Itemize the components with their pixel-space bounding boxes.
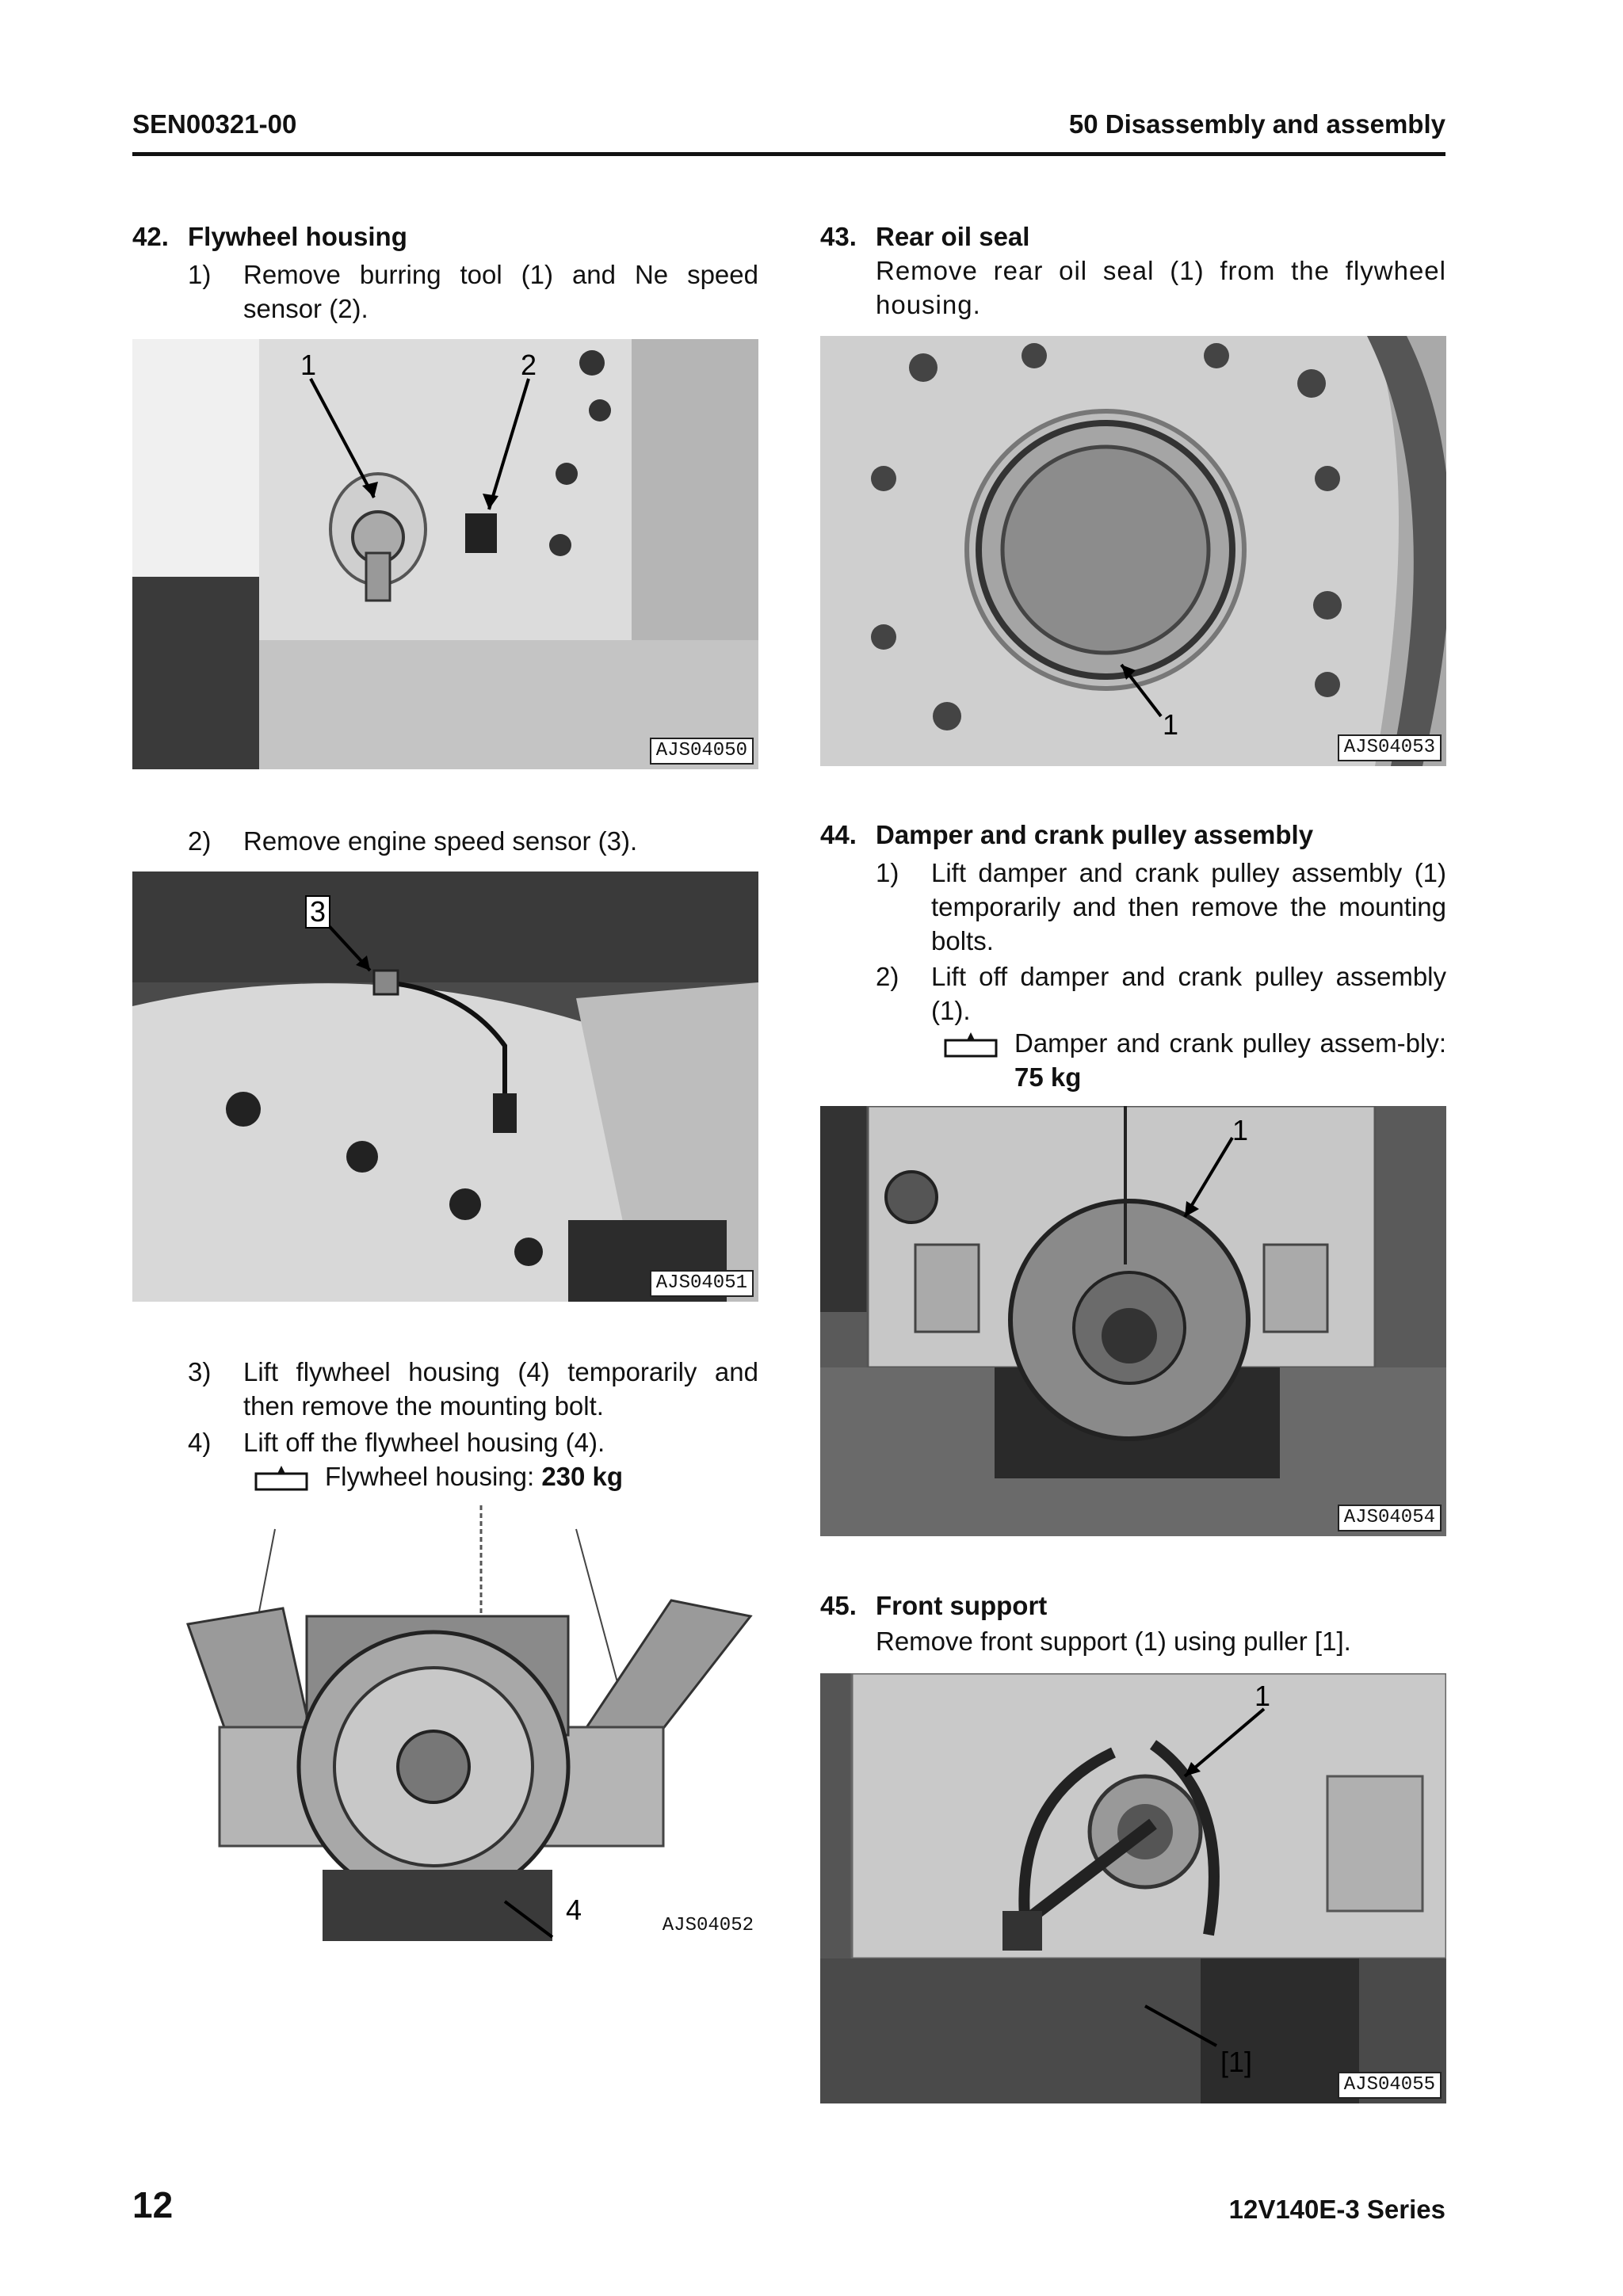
step-44-1: [876, 856, 1446, 959]
weight-label: Flywheel housing:: [325, 1462, 542, 1491]
document-code: SEN00321-00: [132, 109, 297, 139]
weight-note-44: [943, 1026, 1446, 1097]
weight-value: 75 kg: [1014, 1062, 1082, 1092]
section-heading-text: Front support: [876, 1591, 1048, 1620]
figure-ajs04052: [132, 1505, 758, 1941]
header-rule: [132, 152, 1445, 156]
section-heading-text: Damper and crank pulley assembly: [876, 820, 1314, 849]
figure-ajs04051-art: [132, 871, 758, 1302]
callout-1: 1: [1232, 1114, 1249, 1146]
section-42-heading: [132, 222, 407, 252]
figure-ajs04054-art: [820, 1106, 1446, 1536]
step-42-3: [188, 1355, 758, 1426]
callout-puller: [1]: [1220, 2046, 1253, 2078]
step-42-4: [188, 1425, 758, 1461]
figure-ajs04052-art: [132, 1505, 758, 1941]
figure-ajs04054: [820, 1106, 1446, 1536]
figure-ajs04055-art: [820, 1673, 1446, 2103]
figure-ajs04053-art: [820, 336, 1446, 766]
page-number: 12: [132, 2184, 174, 2225]
figure-caption: AJS04055: [1338, 2072, 1442, 2099]
section-45-text: Remove front support (1) using puller [1].: [876, 1627, 1351, 1656]
callout-2: 2: [521, 349, 537, 381]
figure-ajs04051: [132, 871, 758, 1302]
step-42-2: [188, 824, 758, 860]
section-heading-text: Flywheel housing: [188, 222, 407, 251]
figure-ajs04050: [132, 339, 758, 769]
step-text: Remove engine speed sensor (3).: [243, 826, 638, 856]
figure-ajs04055: [820, 1673, 1446, 2103]
figure-caption: AJS04053: [1338, 734, 1442, 761]
section-number: 42.: [132, 222, 169, 251]
step-number: 1): [876, 858, 899, 887]
figure-ajs04050-art: [132, 339, 758, 769]
step-text: Lift off damper and crank pulley assembly (1).: [931, 962, 1446, 1025]
product-series: 12V140E-3 Series: [1228, 2195, 1445, 2224]
figure-caption: AJS04054: [1338, 1505, 1442, 1531]
lifting-weight-icon: [254, 1464, 309, 1491]
section-number: 45.: [820, 1591, 857, 1620]
callout-1: 1: [1254, 1680, 1271, 1712]
step-number: 2): [188, 826, 212, 856]
callout-1: 1: [1163, 708, 1179, 741]
step-number: 2): [876, 962, 899, 991]
section-heading-text: Rear oil seal: [876, 222, 1030, 251]
step-text: Remove burring tool (1) and Ne speed sensor (2).: [243, 260, 758, 323]
callout-1: 1: [300, 349, 317, 381]
step-42-1: [188, 257, 758, 329]
section-45-heading: [820, 1591, 1047, 1621]
section-43-text: Remove rear oil seal (1) from the flywheel housing.: [876, 256, 1446, 319]
weight-note-42: [254, 1459, 758, 1495]
section-number: 44.: [820, 820, 857, 849]
step-text: Lift off the flywheel housing (4).: [243, 1428, 605, 1457]
callout-3: 3: [305, 895, 330, 929]
step-44-2: [876, 959, 1446, 1031]
step-text: Lift damper and crank pulley assembly (1) temporarily and then remove the mounting bolts.: [931, 858, 1446, 955]
step-number: 3): [188, 1357, 212, 1386]
section-title: 50 Disassembly and assembly: [1068, 109, 1445, 139]
section-43-heading: [820, 222, 1029, 252]
figure-caption: AJS04051: [650, 1270, 754, 1297]
figure-caption: AJS04052: [662, 1915, 754, 1936]
step-number: 4): [188, 1428, 212, 1457]
section-number: 43.: [820, 222, 857, 251]
callout-4: 4: [566, 1894, 582, 1926]
figure-caption: AJS04050: [650, 738, 754, 765]
section-44-heading: [820, 820, 1313, 850]
weight-value: 230 kg: [541, 1462, 624, 1491]
step-number: 1): [188, 260, 212, 289]
step-text: Lift flywheel housing (4) temporarily and then remove the mounting bolt.: [243, 1357, 758, 1421]
lifting-weight-icon: [943, 1031, 999, 1058]
weight-label: Damper and crank pulley assem-bly:: [1014, 1028, 1446, 1058]
figure-ajs04053: [820, 336, 1446, 766]
